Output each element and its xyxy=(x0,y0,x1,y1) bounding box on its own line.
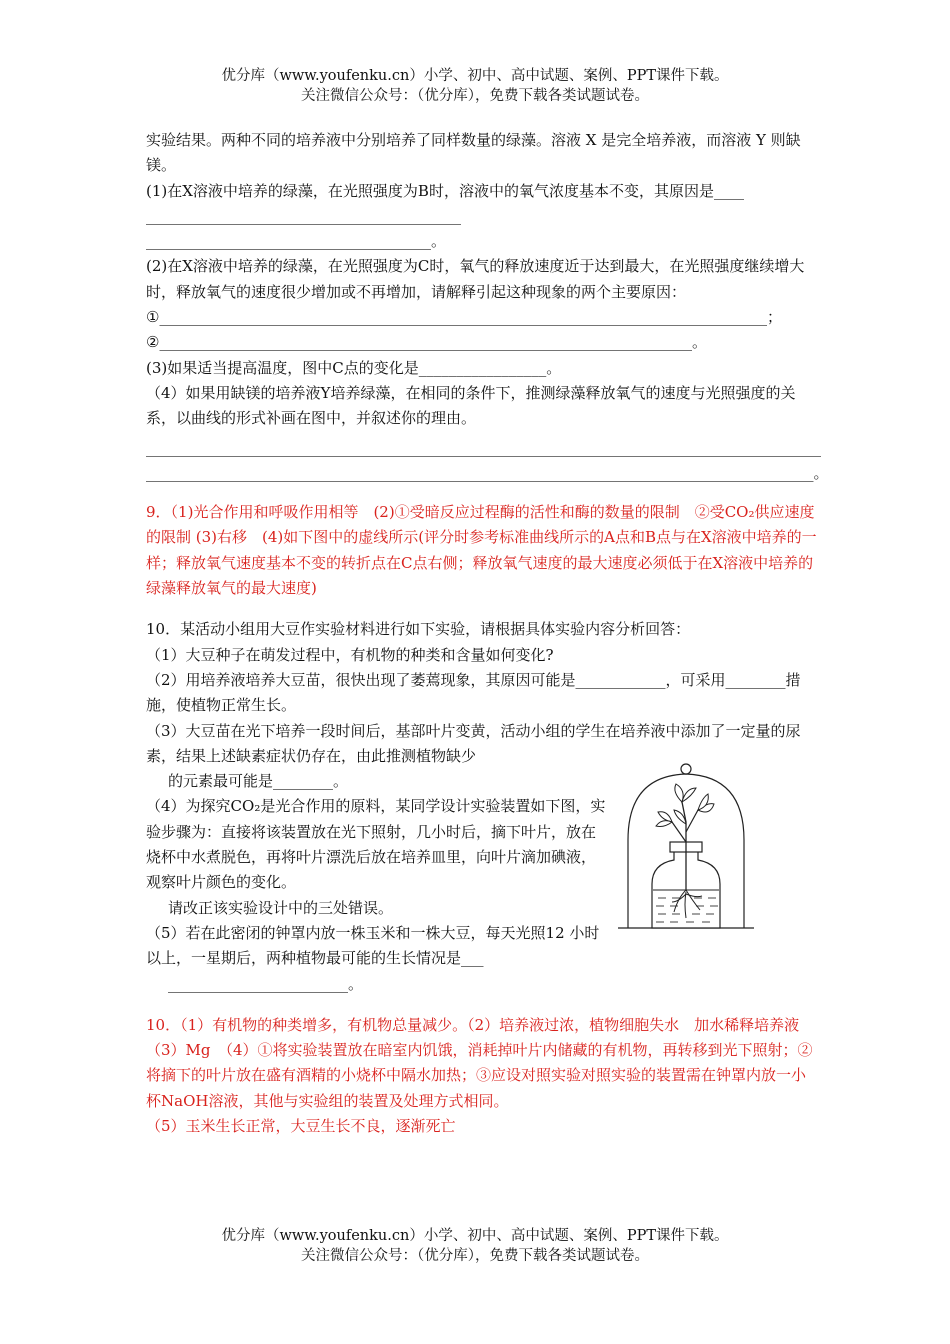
q10-part2: （2）用培养液培养大豆苗，很快出现了萎蔫现象，其原因可能是____________，可采用________措施，使植物正常生长。 xyxy=(146,670,801,715)
q9-part2-reason-a[interactable]: ①_________________________________________________________________________________； xyxy=(146,308,782,327)
answer-9: 9．（1)光合作用和呼吸作用相等 (2)①受暗反应过程酶的活性和酶的数量的限制 ②受CO₂供应速度的限制 (3)右移 (4)如下图中的虚线所示(评分时参考标准曲线所示的A点和B点与在X溶液中培养的一样；释放氧气速度基本不变的转折点在C点右侧；释放氧气速度的最大速度必须低于在X溶液中培养的绿藻释放氧气的最大速度) xyxy=(146,503,817,598)
header-line-1: 优分库（www.youfenku.cn）小学、初中、高中试题、案例、PPT课件下载。 xyxy=(221,68,729,84)
bell-jar-plant-apparatus-icon xyxy=(616,762,756,934)
q10-part1: （1）大豆种子在萌发过程中，有机物的种类和含量如何变化? xyxy=(146,645,554,664)
q10-intro: 10．某活动小组用大豆作实验材料进行如下实验，请根据具体实验内容分析回答： xyxy=(146,620,691,639)
q10-part3b: 的元素最可能是________。 xyxy=(168,772,349,791)
q9-part3: (3)如果适当提高温度，图中C点的变化是_________________。 xyxy=(146,358,562,377)
answer-10-part5: （5）玉米生长正常，大豆生长不良，逐渐死亡 xyxy=(146,1116,456,1135)
q10-part3a: （3）大豆苗在光下培养一段时间后，基部叶片变黄，活动小组的学生在培养液中添加了一定量的尿素，结果上述缺素症状仍存在，由此推测植物缺少 xyxy=(146,721,801,765)
q9-part4-blank1[interactable]: __________________________________________________________________________________________ xyxy=(146,438,821,457)
q10-part5: （5）若在此密闭的钟罩内放一株玉米和一株大豆，每天光照12 小时以上，一星期后，两种植物最可能的生长情况是___ xyxy=(146,923,600,968)
header-line-2: 关注微信公众号：（优分库），免费下载各类试题试卷。 xyxy=(301,88,649,104)
answer-10: 10．（1）有机物的种类增多，有机物总量减少。（2）培养液过浓，植物细胞失水 加水稀释培养液 （3）Mg （4）①将实验装置放在暗室内饥饿，消耗掉叶片内储藏的有机物，再转移到光下照射；②将摘下的叶片放在盛有酒精的小烧杯中隔水加热；③应设对照实验对照实验的装置需在钟罩内放一小杯NaOH溶液，其他与实验组的装置及处理方式相同。 xyxy=(146,1015,815,1110)
page-footer xyxy=(0,1226,950,1266)
q9-part4: （4）如果用缺镁的培养液Y培养绿藻，在相同的条件下，推测绿藻释放氧气的速度与光照强度的关系，以曲线的形式补画在图中，并叙述你的理由。 xyxy=(146,383,796,428)
q9-intro: 实验结果。两种不同的培养液中分别培养了同样数量的绿藻。溶液 X 是完全培养液，而溶液 Y 则缺镁。 xyxy=(146,131,801,175)
q9-part2: (2)在X溶液中培养的绿藻，在光照强度为C时，氧气的释放速度近于达到最大，在光照强度继续增大时，释放氧气的速度很少增加或不再增加，请解释引起这种现象的两个主要原因： xyxy=(146,257,805,301)
q10-part4: （4）为探究CO₂是光合作用的原料，某同学设计实验装置如下图，实验步骤为：直接将该装置放在光下照射，几小时后，摘下叶片，放在烧杯中水煮脱色，再将叶片漂洗后放在培养皿里，向叶片滴加碘液，观察叶片颜色的变化。 xyxy=(146,797,606,892)
footer-line-2: 关注微信公众号：（优分库），免费下载各类试题试卷。 xyxy=(301,1248,649,1264)
q9-part4-blank2[interactable]: _________________________________________________________________________________________。 xyxy=(146,463,829,482)
q10-part4b: 请改正该实验设计中的三处错误。 xyxy=(168,898,394,917)
document-body xyxy=(146,128,829,1139)
page-header xyxy=(0,66,950,106)
footer-line-1: 优分库（www.youfenku.cn）小学、初中、高中试题、案例、PPT课件下载。 xyxy=(221,1228,729,1244)
q9-part1-blank2[interactable]: ______________________________________。 xyxy=(146,232,447,251)
q10-part5-blank[interactable]: ________________________。 xyxy=(168,974,364,993)
q9-part2-reason-b[interactable]: ②_______________________________________________________________________。 xyxy=(146,333,707,352)
q9-part1-blank1[interactable]: __________________________________________ xyxy=(146,206,461,225)
q9-part1: (1)在X溶液中培养的绿藻，在光照强度为B时，溶液中的氧气浓度基本不变，其原因是____ xyxy=(146,181,744,200)
